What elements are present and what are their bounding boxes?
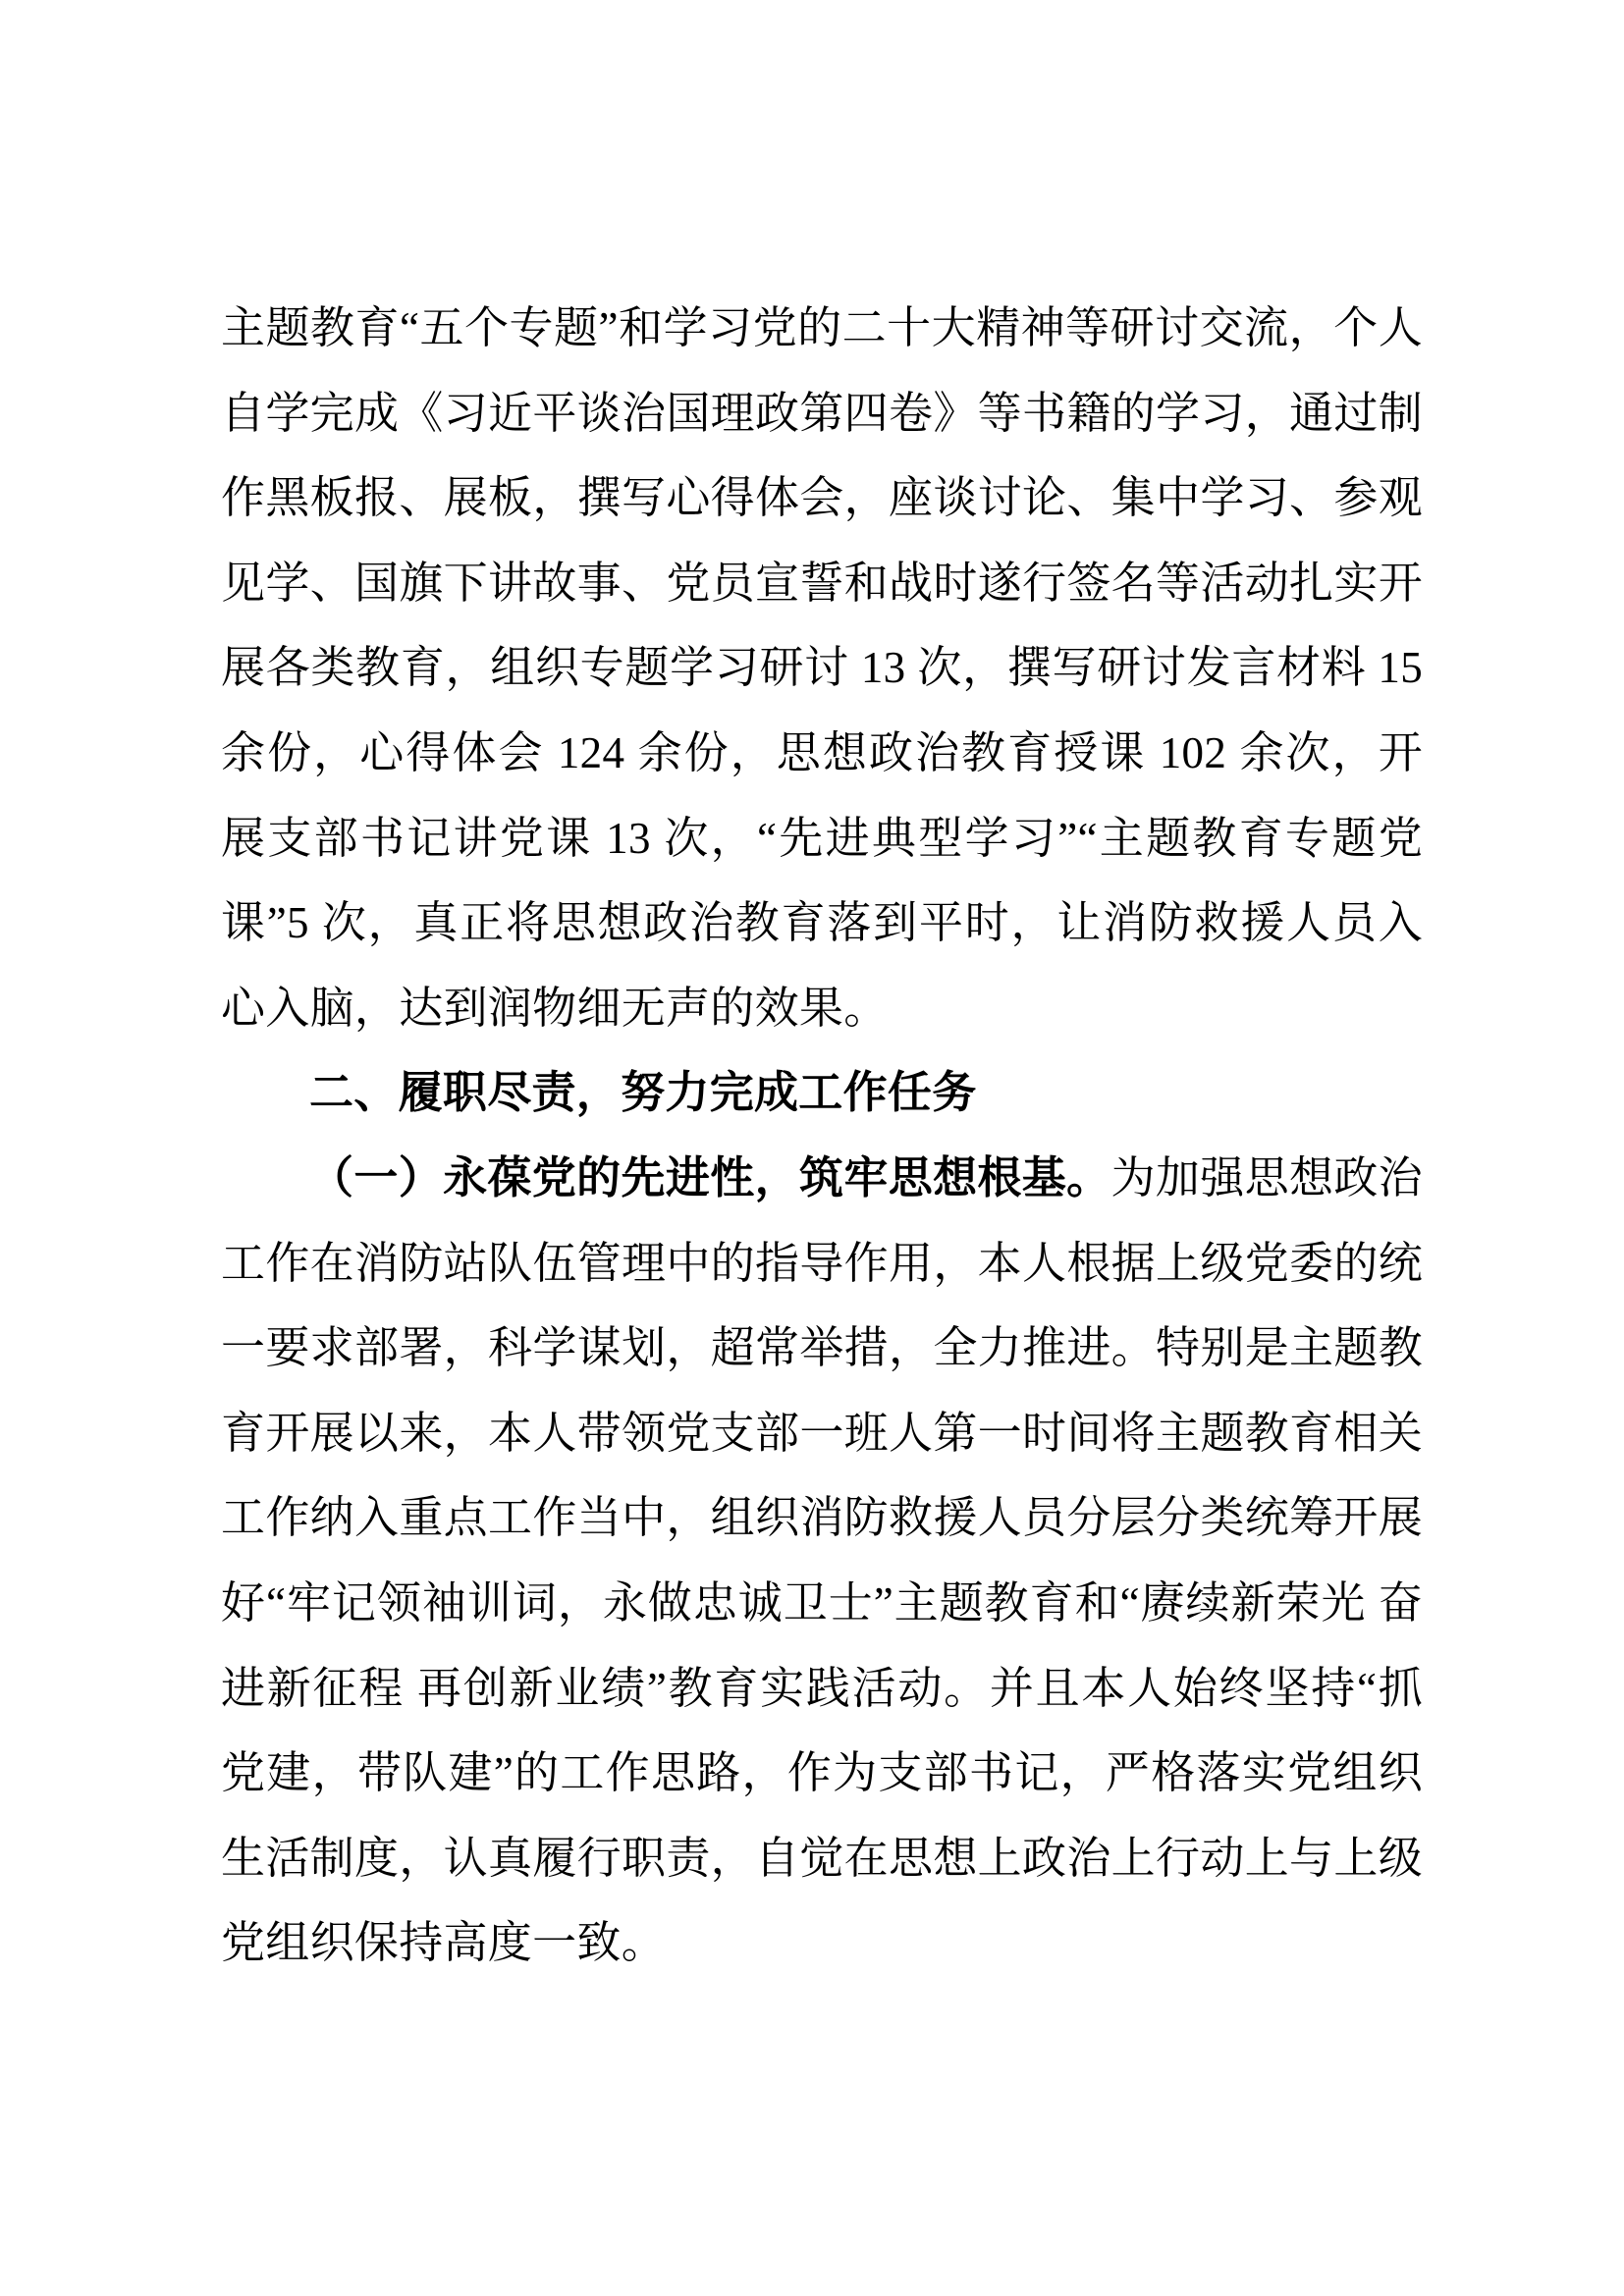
subsection-paragraph: [221, 1136, 1423, 1986]
section-heading: [221, 1050, 1423, 1136]
document-content: [221, 286, 1423, 1986]
section-heading-text: 二、履职尽责，努力完成工作任务: [309, 1067, 977, 1118]
subsection-body-text: 为加强思想政治工作在消防站队伍管理中的指导作用，本人根据上级党委的统一要求部署，科学谋划，超常举措，全力推进。特别是主题教育开展以来，本人带领党支部一班人第一时间将主题教育相关工作纳入重点工作当中，组织消防救援人员分层分类统筹开展好“牢记领袖训词，永做忠诚卫士”主题教育和“赓续新荣光 奋进新征程 再创新业绩”教育实践活动。并且本人始终坚持“抓党建，带队建”的工作思路，作为支部书记，严格落实党组织生活制度，认真履行职责，自觉在思想上政治上行动上与上级党组织保持高度一致。: [221, 1152, 1423, 1968]
continuation-paragraph: [221, 286, 1423, 1050]
continuation-paragraph-text: 主题教育“五个专题”和学习党的二十大精神等研讨交流，个人自学完成《习近平谈治国理政第四卷》等书籍的学习，通过制作黑板报、展板，撰写心得体会，座谈讨论、集中学习、参观见学、国旗下讲故事、党员宣誓和战时遂行签名等活动扎实开展各类教育，组织专题学习研讨 13 次，撰写研讨发言材料 15 余份，心得体会 124 余份，思想政治教育授课 102 余次，开展支部书记讲党课 13 次，“先进典型学习”“主题教育专题党课”5 次，真正将思想政治教育落到平时，让消防救援人员入心入脑，达到润物细无声的效果。: [221, 303, 1423, 1033]
subsection-lead-text: （一）永葆党的先进性，筑牢思想根基。: [309, 1152, 1111, 1202]
